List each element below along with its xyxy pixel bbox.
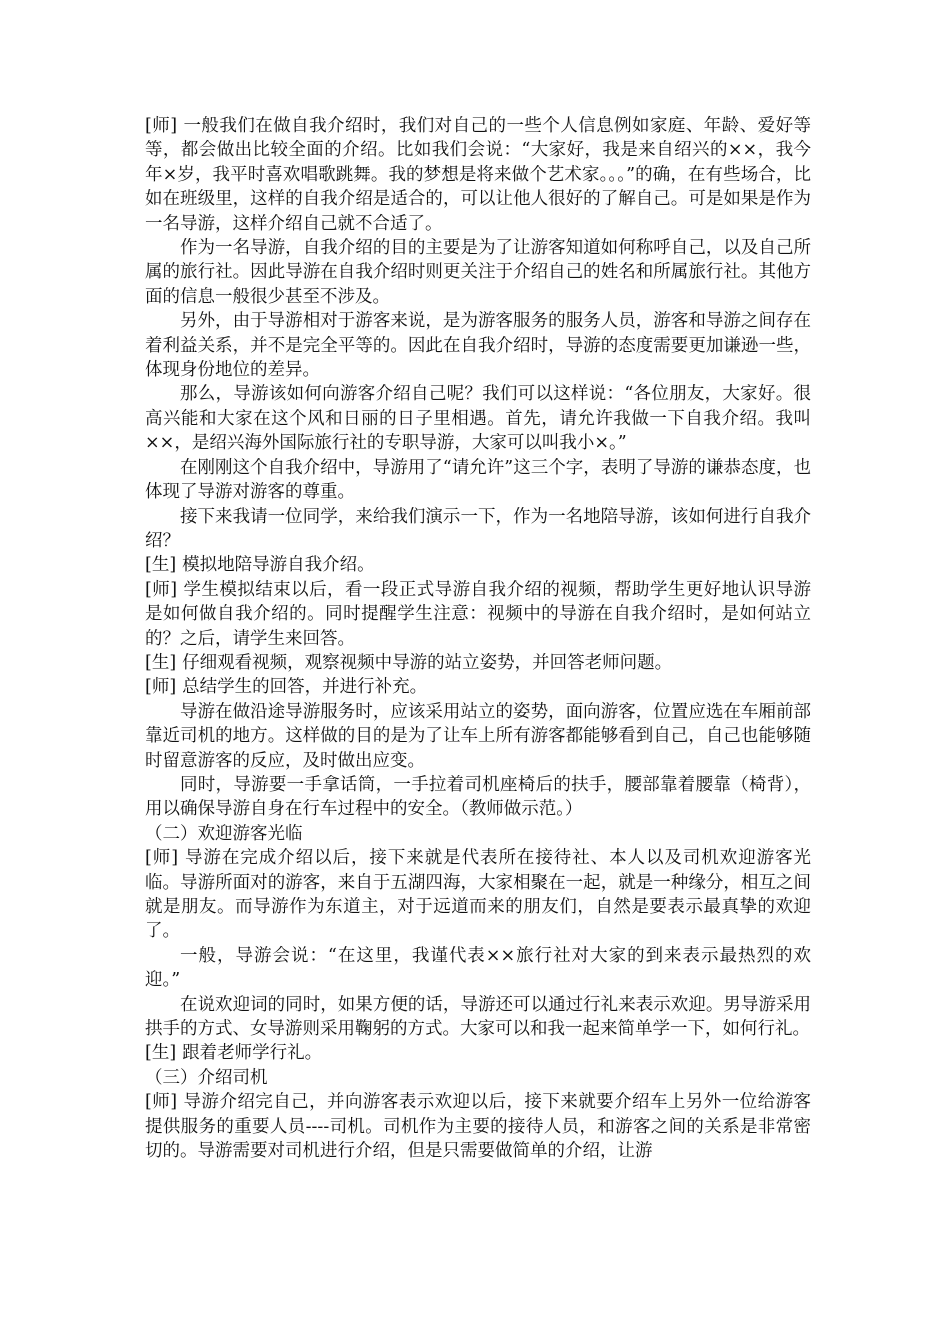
paragraph-text: 模拟地陪导游自我介绍。	[182, 555, 375, 576]
paragraph-text: 仔细观看视频，观察视频中导游的站立姿势，并回答老师问题。	[182, 652, 673, 673]
speaker-tag-student: [生]	[145, 1043, 177, 1064]
paragraph-text: 总结学生的回答，并进行补充。	[182, 677, 428, 698]
paragraph-text: 导游介绍完自己，并向游客表示欢迎以后，接下来就要介绍车上另外一位给游客提供服务的重要人员----司机。司机作为主要的接待人员，和游客之间的关系是非常密切的。导游需要对司机进行介绍，但是只需要做简单的介绍，让游	[145, 1092, 812, 1162]
speaker-tag-student: [生]	[145, 555, 177, 576]
section-heading-2: （二）欢迎游客光临	[145, 823, 303, 844]
paragraph-text: 一般我们在做自我介绍时，我们对自己的一些个人信息例如家庭、年龄、爱好等等，都会做出比较全面的介绍。比如我们会说：“大家好，我是来自绍兴的××，我今年×岁，我平时喜欢唱歌跳舞。我的梦想是将来做个艺术家。。。”的确，在有些场合，比如在班级里，这样的自我介绍是适合的，可以让他人很好的了解自己。可是如果是作为一名导游，这样介绍自己就不合适了。	[145, 116, 812, 234]
paragraph-5: 在刚刚这个自我介绍中，导游用了“请允许”这三个字，表明了导游的谦恭态度，也体现了导游对游客的尊重。	[145, 457, 811, 503]
paragraph-text: 导游在完成介绍以后，接下来就是代表所在接待社、本人以及司机欢迎游客光临。导游所面对的游客，来自于五湖四海，大家相聚在一起，就是一种缘分，相互之间就是朋友。而导游作为东道主，对于远道而来的朋友们，自然是要表示最真挚的欢迎了。	[145, 848, 812, 942]
paragraph-11: 导游在做沿途导游服务时，应该采用站立的姿势，面向游客，位置应选在车厢前部靠近司机的地方。这样做的目的是为了让车上所有游客都能够看到自己，自己也能够随时留意游客的反应，及时做出应变。	[145, 701, 811, 771]
speaker-tag-teacher: [师]	[145, 116, 178, 136]
paragraph-6: 接下来我请一位同学，来给我们演示一下，作为一名地陪导游，该如何进行自我介绍？	[145, 506, 811, 551]
paragraph-12: 同时，导游要一手拿话筒，一手拉着司机座椅后的扶手，腰部靠着腰靠（椅背），用以确保导游自身在行车过程中的安全。（教师做示范。）	[145, 774, 811, 820]
speaker-tag-student: [生]	[145, 652, 177, 673]
paragraph-19	[145, 1090, 811, 1163]
paragraph-1	[145, 114, 811, 236]
speaker-tag-teacher: [师]	[145, 677, 177, 698]
paragraph-2: 作为一名导游，自我介绍的目的主要是为了让游客知道如何称呼自己，以及自己所属的旅行社。因此导游在自我介绍时则更关注于介绍自己的姓名和所属旅行社。其他方面的信息一般很少甚至不涉及。	[145, 238, 811, 307]
paragraph-7	[145, 553, 811, 577]
paragraph-text: 跟着老师学行礼。	[182, 1043, 323, 1064]
speaker-tag-teacher: [师]	[145, 579, 178, 600]
paragraph-8	[145, 578, 811, 651]
paragraph-15: 一般，导游会说：“在这里，我谨代表××旅行社对大家的到来表示最热烈的欢迎。”	[145, 945, 811, 991]
paragraph-4: 那么，导游该如何向游客介绍自己呢？我们可以这样说：“各位朋友，大家好。很高兴能和大家在这个风和日丽的日子里相遇。首先，请允许我做一下自我介绍。我叫××，是绍兴海外国际旅行社的专职导游，大家可以叫我小×。”	[145, 384, 811, 454]
document-page	[145, 114, 811, 1163]
speaker-tag-teacher: [师]	[145, 1092, 178, 1113]
speaker-tag-teacher: [师]	[145, 848, 179, 869]
paragraph-3: 另外，由于导游相对于游客来说，是为游客服务的服务人员，游客和导游之间存在着利益关系，并不是完全平等的。因此在自我介绍时，导游的态度需要更加谦逊一些，体现身份地位的差异。	[145, 311, 811, 381]
paragraph-10	[145, 675, 811, 699]
paragraph-16: 在说欢迎词的同时，如果方便的话，导游还可以通过行礼来表示欢迎。男导游采用拱手的方式、女导游则采用鞠躬的方式。大家可以和我一起来简单学一下，如何行礼。	[145, 994, 811, 1040]
paragraph-text: 学生模拟结束以后，看一段正式导游自我介绍的视频，帮助学生更好地认识导游是如何做自我介绍的。同时提醒学生注意：视频中的导游在自我介绍时，是如何站立的？之后，请学生来回答。	[145, 579, 812, 649]
paragraph-14	[145, 846, 811, 944]
section-heading-3: （三）介绍司机	[145, 1067, 268, 1088]
paragraph-9	[145, 651, 811, 675]
paragraph-17	[145, 1041, 811, 1065]
